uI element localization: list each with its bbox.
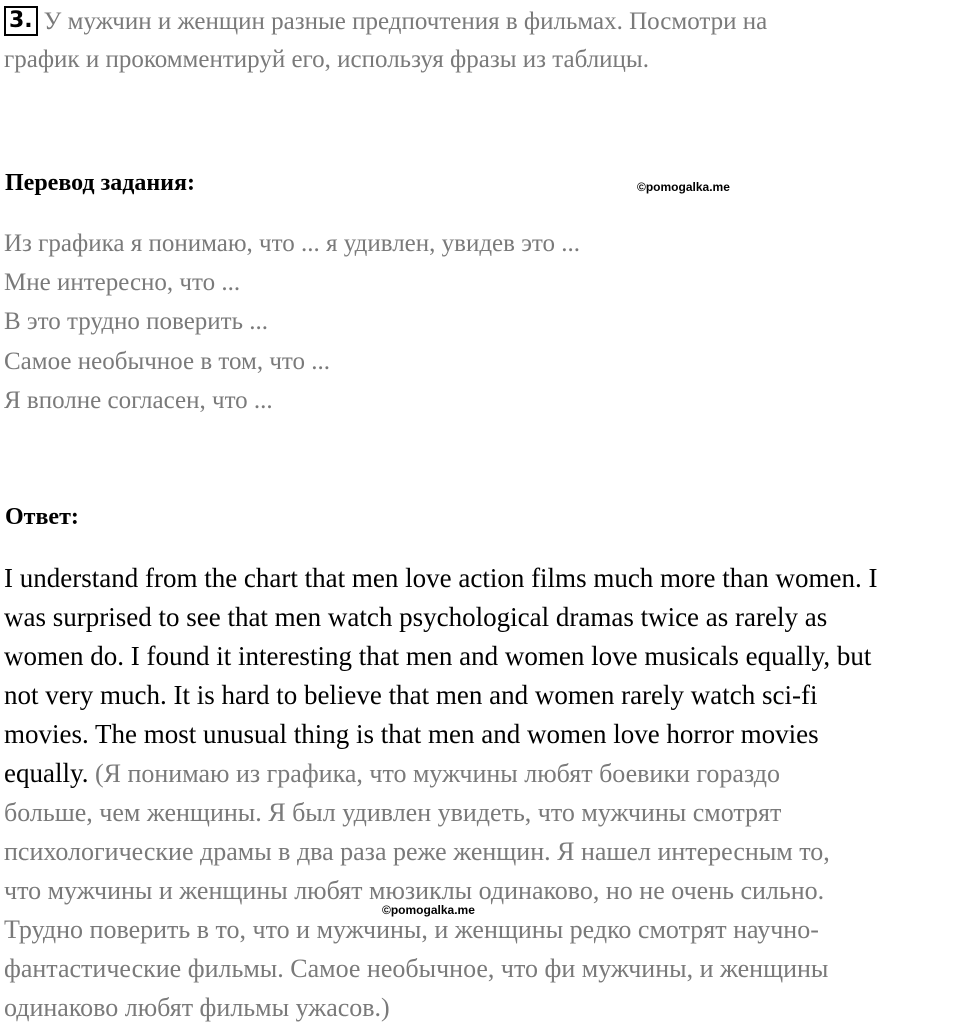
answer-russian-text: (Я понимаю из графика, что мужчины любят боевики гораздо xyxy=(88,759,780,788)
answer-line xyxy=(4,676,960,715)
answer-english-text: movies. The most unusual thing is that men and women love horror movies xyxy=(4,719,819,749)
watermark-top: ©pomogalka.me xyxy=(637,180,730,194)
answer-translation-line: что мужчины и женщины любят мюзиклы одинаково, но не очень сильно. xyxy=(4,876,825,905)
answer-english-text: women do. I found it interesting that men and women love musicals equally, but xyxy=(4,641,872,671)
phrase-item: В это трудно поверить ... xyxy=(4,308,269,336)
answer-line xyxy=(4,637,960,676)
answer-line xyxy=(4,598,960,637)
answer-line xyxy=(4,715,960,754)
phrase-item: Из графика я понимаю, что ... я удивлен, увидев это ... xyxy=(4,230,581,257)
task-text-line-2: график и прокомментируй его, используя фразы из таблицы. xyxy=(4,46,649,73)
answer-line xyxy=(4,559,960,598)
answer-body xyxy=(4,559,960,1027)
phrase-item: Мне интересно, что ... xyxy=(4,269,241,297)
task-number-badge: 3. xyxy=(4,6,38,36)
answer-translation-line: больше, чем женщины. Я был удивлен увидеть, что мужчины смотрят xyxy=(4,798,782,827)
watermark-bottom: ©pomogalka.me xyxy=(382,903,475,917)
phrase-list xyxy=(4,224,580,420)
answer-translation-line: психологические драмы в два раза реже женщин. Я нашел интересным то, xyxy=(4,837,830,866)
answer-english-text: I understand from the chart that men love action films much more than women. I xyxy=(4,563,878,593)
answer-translation-line: фантастические фильмы. Самое необычное, что фи мужчины, и женщины xyxy=(4,954,829,983)
answer-translation-line: Трудно поверить в то, что и мужчины, и женщины редко смотрят научно- xyxy=(4,915,819,944)
answer-line xyxy=(4,754,960,793)
answer-english-text: was surprised to see that men watch psychological dramas twice as rarely as xyxy=(4,602,828,632)
answer-heading: Ответ: xyxy=(5,504,79,530)
task-text-line-1: У мужчин и женщин разные предпочтения в фильмах. Посмотри на xyxy=(43,8,768,35)
answer-english-text: not very much. It is hard to believe that men and women rarely watch sci-fi xyxy=(4,680,818,710)
answer-translation-line: одинаково любят фильмы ужасов.) xyxy=(4,993,390,1022)
answer-english-text: equally. xyxy=(4,758,89,788)
translation-heading: Перевод задания: xyxy=(5,170,195,196)
phrase-item: Я вполне согласен, что ... xyxy=(4,386,273,414)
phrase-item: Самое необычное в том, что ... xyxy=(4,347,331,375)
task-statement xyxy=(4,3,954,79)
